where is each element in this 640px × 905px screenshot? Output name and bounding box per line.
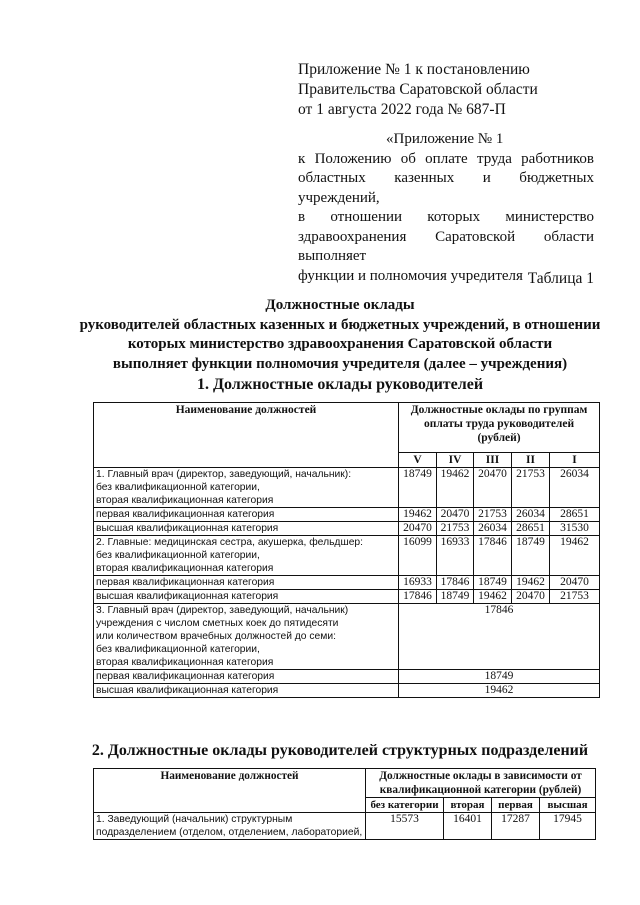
column-header-salary: Должностные оклады в зависимости от квалификационной категории (рублей) <box>366 769 596 798</box>
salary-cell: 31530 <box>550 522 600 536</box>
table-row <box>94 522 600 536</box>
salary-cell-merged: 19462 <box>399 684 600 698</box>
salary-cell: 26034 <box>474 522 512 536</box>
group-header: V <box>399 453 437 468</box>
table-row <box>94 576 600 590</box>
title-line: руководителей областных казенных и бюджетных учреждений, в отношении <box>79 316 601 333</box>
salary-cell: 20470 <box>437 508 474 522</box>
salary-cell: 21753 <box>550 590 600 604</box>
structural-salary-table <box>93 768 596 840</box>
salary-table-heads <box>93 402 600 698</box>
title-line: Должностные оклады <box>265 297 415 313</box>
title-line: выполняет функции полномочия учредителя (далее – учреждения) <box>112 355 568 372</box>
salary-cell: 19462 <box>437 468 474 508</box>
title-line: которых министерство здравоохранения Саратовской области <box>127 336 553 352</box>
salary-cell: 19462 <box>399 508 437 522</box>
table-label: Таблица 1 <box>527 270 594 287</box>
salary-cell: 16401 <box>444 813 492 840</box>
salary-cell: 16933 <box>437 536 474 576</box>
row-name: высшая квалификационная категория <box>94 684 399 698</box>
column-header-name: Наименование должностей <box>94 403 399 468</box>
appendix-line: к Положению об оплате труда работников <box>298 150 594 167</box>
appendix-line: в отношении которых министерство <box>298 209 594 225</box>
row-name: высшая квалификационная категория <box>94 522 399 536</box>
salary-cell: 26034 <box>512 508 550 522</box>
row-name: 1. Заведующий (начальник) структурным подразделением (отделом, отделением, лабораторией, <box>94 813 366 840</box>
salary-cell: 20470 <box>512 590 550 604</box>
table-row <box>94 670 600 684</box>
salary-cell: 17846 <box>437 576 474 590</box>
salary-cell: 28651 <box>512 522 550 536</box>
salary-cell: 16933 <box>399 576 437 590</box>
table-row <box>94 536 600 576</box>
salary-cell: 17287 <box>492 813 540 840</box>
document-title <box>60 296 620 374</box>
salary-cell: 28651 <box>550 508 600 522</box>
salary-cell: 18749 <box>399 468 437 508</box>
salary-cell: 15573 <box>366 813 444 840</box>
salary-cell: 21753 <box>437 522 474 536</box>
salary-cell-merged: 18749 <box>399 670 600 684</box>
section-2-heading: 2. Должностные оклады руководителей структурных подразделений <box>91 742 589 759</box>
header-line: Приложение № 1 к постановлению <box>298 61 530 78</box>
group-header: II <box>512 453 550 468</box>
row-name: 1. Главный врач (директор, заведующий, начальник): без квалификационной категории, вторая квалификационная категория <box>94 468 399 508</box>
category-header: вторая <box>444 798 492 813</box>
table-row <box>94 508 600 522</box>
salary-cell: 19462 <box>512 576 550 590</box>
appendix-line: функции и полномочия учредителя <box>298 267 523 284</box>
salary-cell: 21753 <box>512 468 550 508</box>
salary-cell: 26034 <box>550 468 600 508</box>
table-row <box>94 604 600 670</box>
appendix-line: «Приложение № 1 <box>386 131 504 147</box>
section-1-heading: 1. Должностные оклады руководителей <box>196 376 484 393</box>
salary-cell: 20470 <box>550 576 600 590</box>
table-row <box>94 684 600 698</box>
category-header: высшая <box>540 798 596 813</box>
group-header: IV <box>437 453 474 468</box>
row-name: 3. Главный врач (директор, заведующий, начальник) учреждения с числом сметных коек до пятидесяти или количеством врачебных должностей до семи: без квалификационной категории, вторая квалификационная категория <box>94 604 399 670</box>
salary-cell: 16099 <box>399 536 437 576</box>
salary-cell: 18749 <box>437 590 474 604</box>
header-line: Правительства Саратовской области <box>298 81 538 98</box>
row-name: первая квалификационная категория <box>94 576 399 590</box>
appendix-line: здравоохранения Саратовской области выполняет <box>298 228 594 264</box>
salary-cell: 18749 <box>512 536 550 576</box>
row-name: первая квалификационная категория <box>94 508 399 522</box>
row-name: 2. Главные: медицинская сестра, акушерка, фельдшер: без квалификационной категории, вторая квалификационная категория <box>94 536 399 576</box>
table-row <box>94 590 600 604</box>
salary-cell: 20470 <box>399 522 437 536</box>
category-header: первая <box>492 798 540 813</box>
group-header: III <box>474 453 512 468</box>
category-header: без категории <box>366 798 444 813</box>
salary-cell: 17945 <box>540 813 596 840</box>
salary-cell: 17846 <box>474 536 512 576</box>
salary-cell: 19462 <box>474 590 512 604</box>
salary-cell-merged: 17846 <box>399 604 600 670</box>
salary-cell: 19462 <box>550 536 600 576</box>
salary-cell: 21753 <box>474 508 512 522</box>
header-line: от 1 августа 2022 года № 687-П <box>298 101 506 118</box>
column-header-salary: Должностные оклады по группам оплаты труда руководителей (рублей) <box>399 403 600 453</box>
appendix-block <box>298 130 594 286</box>
appendix-line: областных казенных и бюджетных учреждений, <box>298 170 594 206</box>
document-header <box>298 60 538 120</box>
group-header: I <box>550 453 600 468</box>
table-row <box>94 468 600 508</box>
salary-cell: 20470 <box>474 468 512 508</box>
row-name: первая квалификационная категория <box>94 670 399 684</box>
table-row <box>94 813 596 840</box>
column-header-name: Наименование должностей <box>94 769 366 813</box>
row-name: высшая квалификационная категория <box>94 590 399 604</box>
salary-cell: 17846 <box>399 590 437 604</box>
salary-cell: 18749 <box>474 576 512 590</box>
